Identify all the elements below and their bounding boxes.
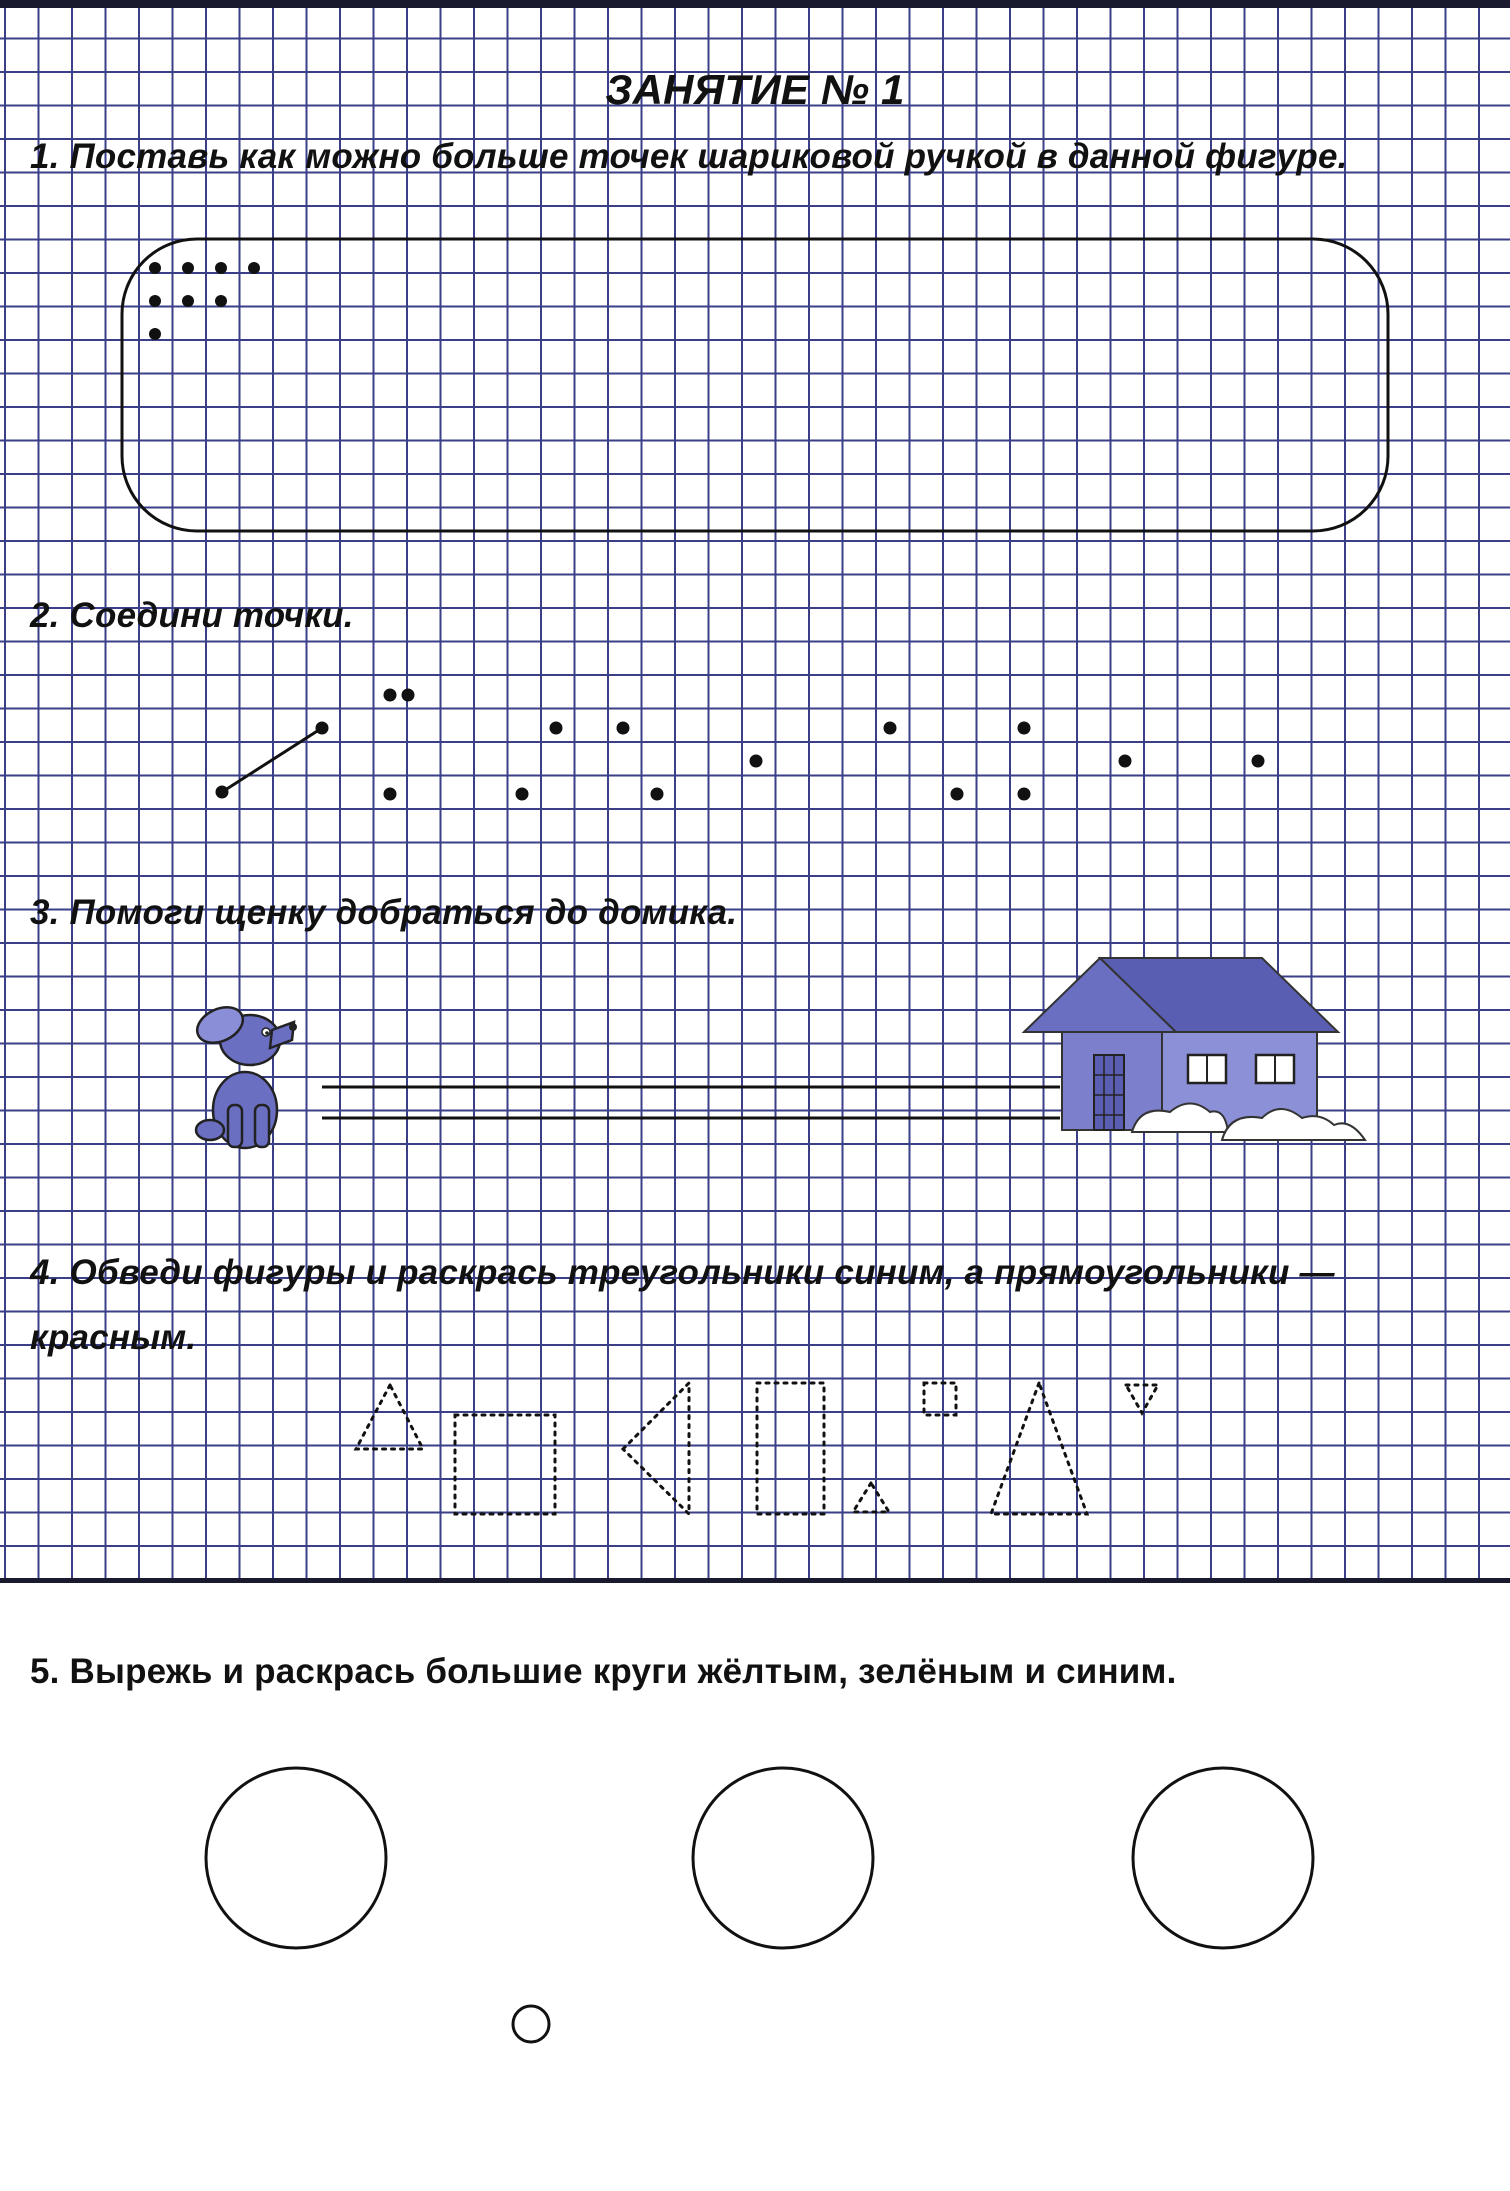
task-2-text: 2. Соедини точки. [30,596,354,635]
task-4-text-line-2: красным. [30,1318,197,1357]
task-1-text: 1. Поставь как можно больше точек шариковой ручкой в данной фигуре. [30,137,1348,176]
page-title: ЗАНЯТИЕ № 1 [605,66,905,113]
task-5-text: 5. Вырежь и раскрась большие круги жёлтым, зелёным и синим. [30,1652,1177,1691]
path-lines[interactable] [322,1087,1060,1118]
house-icon [1024,958,1365,1140]
puppy-icon [191,1000,297,1148]
task-1-figure[interactable] [122,239,1388,531]
task-4-text-line-1: 4. Обведи фигуры и раскрась треугольники синим, а прямоугольники — [30,1253,1335,1292]
task-4-shapes[interactable] [356,1383,1158,1514]
task-5-circles[interactable] [206,1768,1313,2042]
starter-dots [149,262,260,340]
task-2-dots[interactable] [216,689,1265,801]
task-3-text: 3. Помоги щенку добраться до домика. [30,893,738,932]
